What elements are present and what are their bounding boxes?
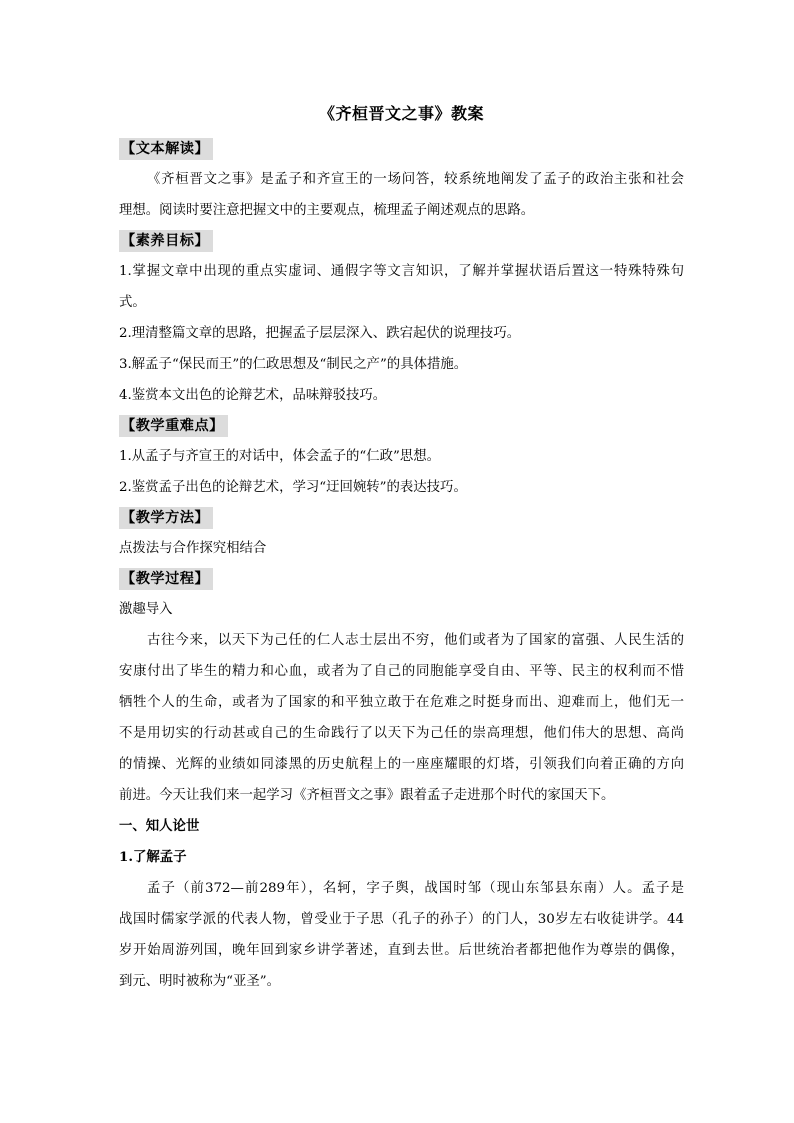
section-heading-mubiao: 【素养目标】 [119, 230, 213, 252]
mubiao-item-2: 2.理清整篇文章的思路，把握孟子层层深入、跌宕起伏的说理技巧。 [119, 326, 521, 341]
fangfa-text: 点拨法与合作探究相结合 [119, 541, 267, 556]
part1-heading: 一、知人论世 [119, 818, 200, 834]
paragraph-line: 岁开始周游列国，晚年回到家乡讲学著述，直到去世。后世统治者都把他作为尊崇的偶像， [119, 943, 684, 958]
paragraph-line: 安康付出了毕生的精力和心血，或者为了自己的同胞能享受自由、平等、民主的权利而不惜 [119, 664, 684, 679]
paragraph-line: 古往今来，以天下为己任的仁人志士层出不穷，他们或者为了国家的富强、人民生活的 [147, 633, 684, 648]
intro-label: 激趣导入 [119, 602, 173, 617]
sub1-heading: 1.了解孟子 [119, 849, 187, 865]
mubiao-item-1 [119, 256, 684, 318]
paragraph-line: 到元、明时被称为“亚圣”。 [119, 974, 280, 989]
mencius-paragraph [119, 873, 684, 997]
section-fangfa [119, 503, 684, 533]
paragraph-line: 牺牲个人的生命，或者为了国家的和平独立敢于在危难之时挺身而出、迎难而上，他们无一 [119, 695, 684, 710]
zhongnan-item-2: 2.鉴赏孟子出色的论辩艺术，学习“迂回婉转”的表达技巧。 [119, 480, 467, 495]
section-mubiao [119, 226, 684, 256]
section-zhongnan [119, 411, 684, 441]
document-body [119, 102, 684, 997]
jiedu-paragraph [119, 164, 684, 226]
document-title: 《齐桓晋文之事》教案 [318, 104, 484, 123]
mubiao-item-4: 4.鉴赏本文出色的论辩艺术，品味辩驳技巧。 [119, 388, 387, 403]
paragraph-line: 孟子（前372—前289年），名轲，字子舆，战国时邹（现山东邹县东南）人。孟子是 [147, 881, 684, 896]
section-guocheng [119, 564, 684, 594]
section-heading-jiedu: 【文本解读】 [119, 138, 213, 160]
paragraph-line: 的情操、光辉的业绩如同漆黑的历史航程上的一座座耀眼的灯塔，引领我们向着正确的方向 [119, 757, 684, 772]
section-jiedu [119, 134, 684, 164]
intro-paragraph [119, 625, 684, 811]
section-heading-zhongnan: 【教学重难点】 [119, 415, 228, 437]
paragraph-line: 前进。今天让我们来一起学习《齐桓晋文之事》跟着孟子走进那个时代的家国天下。 [119, 788, 615, 803]
list-item-line: 1.掌握文章中出现的重点实虚词、通假字等文言知识，了解并掌握状语后置这一特殊特殊句 [119, 264, 684, 279]
mubiao-item-3: 3.解孟子“保民而王”的仁政思想及“制民之产”的具体措施。 [119, 357, 468, 372]
section-heading-fangfa: 【教学方法】 [119, 507, 213, 529]
paragraph-line: 《齐桓晋文之事》是孟子和齐宣王的一场问答，较系统地阐发了孟子的政治主张和社会 [147, 172, 684, 187]
paragraph-line: 战国时儒家学派的代表人物，曾受业于子思（孔子的孙子）的门人，30岁左右收徒讲学。44 [119, 912, 684, 927]
zhongnan-item-1: 1.从孟子与齐宣王的对话中，体会孟子的“仁政”思想。 [119, 449, 441, 464]
list-item-line: 式。 [119, 295, 146, 310]
section-heading-guocheng: 【教学过程】 [119, 568, 213, 590]
paragraph-line: 不是用切实的行动甚或自己的生命践行了以天下为己任的崇高理想，他们伟大的思想、高尚 [119, 726, 684, 741]
paragraph-line: 理想。阅读时要注意把握文中的主要观点，梳理孟子阐述观点的思路。 [119, 203, 535, 218]
